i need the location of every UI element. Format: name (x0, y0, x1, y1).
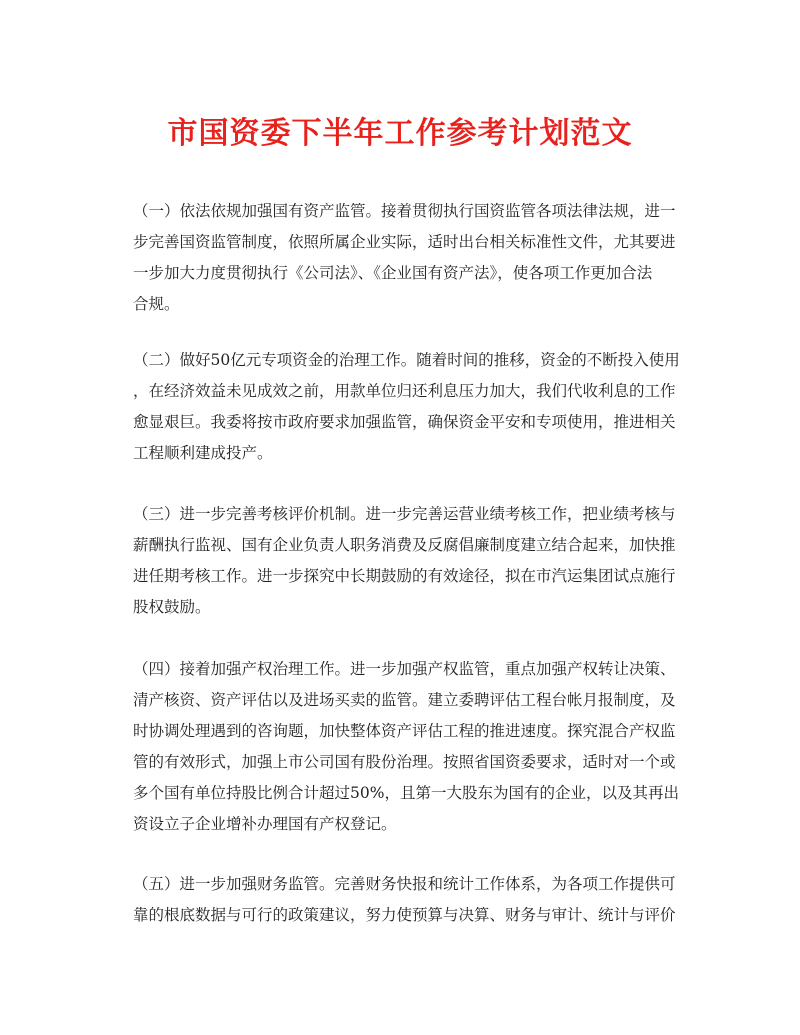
paragraph-line: （三）进一步完善考核评价机制。进一步完善运营业绩考核工作，把业绩考核与 (133, 505, 676, 523)
paragraph-line: （五）进一步加强财务监管。完善财务快报和统计工作体系，为各项工作提供可 (133, 875, 676, 893)
paragraph-line: 多个国有单位持股比例合计超过50%，且第一大股东为国有的企业，以及其再出 (133, 784, 679, 802)
paragraph-line: 薪酬执行监视、国有企业负责人职务消费及反腐倡廉制度建立结合起来，加快推 (133, 536, 676, 554)
paragraph-4 (133, 654, 679, 840)
paragraph-line: 清产核资、资产评估以及进场买卖的监管。建立委聘评估工程台帐月报制度，及 (133, 691, 676, 709)
paragraph-line: （四）接着加强产权治理工作。进一步加强产权监管，重点加强产权转让决策、 (133, 660, 676, 678)
paragraph-line: （一）依法依规加强国有资产监管。接着贯彻执行国资监管各项法律法规，进一 (133, 202, 676, 220)
paragraph-line: 合规。 (133, 295, 180, 313)
paragraph-line: 资设立子企业增补办理国有产权登记。 (133, 815, 397, 833)
paragraph-line: 靠的根底数据与可行的政策建议，努力使预算与决算、财务与审计、统计与评价 (133, 906, 676, 924)
paragraph-line: 一步加大力度贯彻执行《公司法》、《企业国有资产法》，使各项工作更加合法 (133, 264, 653, 282)
paragraph-5 (133, 869, 676, 931)
paragraph-line: 时协调处理遇到的咨询题，加快整体资产评估工程的推进速度。探究混合产权监 (133, 722, 676, 740)
paragraph-line: （二）做好50亿元专项资金的治理工作。随着时间的推移，资金的不断投入使用 (133, 351, 680, 369)
paragraph-2 (133, 345, 680, 469)
paragraph-line: 工程顺利建成投产。 (133, 444, 273, 462)
paragraph-line: 步完善国资监管制度，依照所属企业实际，适时出台相关标准性文件，尤其要进 (133, 233, 676, 251)
paragraph-line: 进任期考核工作。进一步探究中长期鼓励的有效途径，拟在市汽运集团试点施行 (133, 567, 676, 585)
paragraph-line: ，在经济效益未见成效之前，用款单位归还利息压力加大，我们代收利息的工作 (133, 382, 676, 400)
paragraph-1 (133, 196, 676, 320)
paragraph-line: 股权鼓励。 (133, 598, 211, 616)
paragraph-line: 管的有效形式，加强上市公司国有股份治理。按照省国资委要求，适时对一个或 (133, 753, 676, 771)
document-title: 市国资委下半年工作参考计划范文 (167, 116, 633, 151)
paragraph-line: 愈显艰巨。我委将按市政府要求加强监管，确保资金平安和专项使用，推进相关 (133, 413, 676, 431)
paragraph-3 (133, 499, 676, 623)
